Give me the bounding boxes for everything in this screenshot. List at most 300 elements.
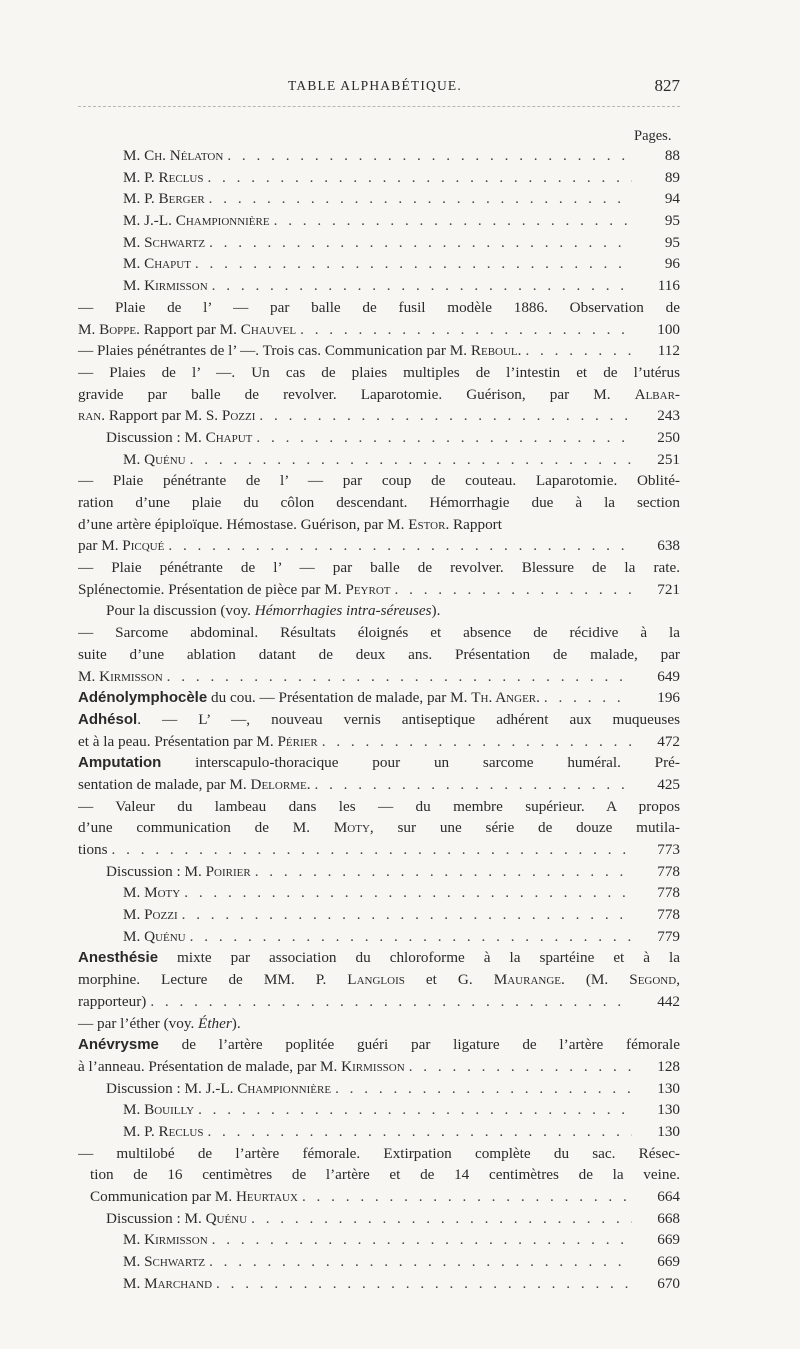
entry-text: du cou. — Présentation de malade, par M. <box>207 689 472 707</box>
author-name: Peyrot <box>345 580 391 598</box>
index-line <box>78 991 680 1013</box>
page-reference: 649 <box>657 667 680 685</box>
author-name: Moty <box>333 819 370 837</box>
page-reference: 442 <box>657 992 680 1010</box>
entry-text: M. <box>78 667 100 685</box>
header-rule <box>78 106 680 107</box>
page-reference: 670 <box>657 1274 680 1292</box>
index-line <box>78 210 680 232</box>
page-reference: 669 <box>657 1253 680 1271</box>
entry-text-group <box>78 1145 680 1162</box>
index-line <box>78 796 680 818</box>
entry-text-group <box>78 364 680 381</box>
entry-text-group <box>123 1273 212 1295</box>
running-title: TABLE ALPHABÉTIQUE. <box>288 78 462 93</box>
entry-text: M. <box>123 147 145 164</box>
leader-row <box>78 839 680 861</box>
author-name: Kirmisson <box>144 1231 208 1249</box>
page-reference: 778 <box>657 906 680 924</box>
leader-row <box>106 427 680 449</box>
entry-text-group <box>78 1015 241 1032</box>
entry-text: Hémorrhagies intra-séreuses <box>254 602 432 620</box>
leader-row <box>78 405 680 427</box>
dot-leader <box>207 1121 632 1143</box>
author-name: Marchand <box>144 1274 213 1292</box>
entry-text: — Plaie pénétrante de l’ — par coup de couteau. Laparotomie. Oblité- <box>78 472 680 490</box>
page-reference: 425 <box>657 775 680 793</box>
leader-row <box>106 1078 680 1100</box>
index-line <box>78 319 680 341</box>
author-name: Segond <box>629 971 677 989</box>
leader-row <box>78 731 680 753</box>
entry-text: M. <box>123 884 145 902</box>
dot-leader <box>300 319 632 341</box>
entry-text-group <box>78 646 680 663</box>
entry-text: M. <box>123 1253 145 1271</box>
index-line <box>78 340 680 362</box>
entry-text: tion de 16 centimètres de l’artère et de 14 centimètres de la veine. <box>90 1166 680 1184</box>
index-line <box>78 362 680 384</box>
entry-text-group <box>123 188 205 210</box>
author-name: Périer <box>277 732 318 750</box>
entry-text: . Rapport par M. <box>136 320 241 338</box>
page-reference: 96 <box>664 255 680 273</box>
entry-text-group <box>106 1078 331 1100</box>
entry-text-group <box>123 882 180 904</box>
author-name: Kirmisson <box>341 1057 405 1075</box>
dot-leader <box>322 731 632 753</box>
entry-text-group <box>123 449 186 471</box>
entry-text-group <box>78 559 680 576</box>
dot-leader <box>409 1056 632 1078</box>
leader-row <box>106 1208 680 1230</box>
leader-row <box>78 319 680 341</box>
entry-text: mixte par association du chloroforme à la spartéine et à la <box>158 949 680 967</box>
entry-text-group <box>78 971 680 988</box>
entry-text-group <box>78 299 680 316</box>
entry-text-group <box>78 319 296 341</box>
leader-row <box>123 926 680 948</box>
entry-text-group <box>90 1166 680 1183</box>
entry-text-group <box>78 386 680 403</box>
dot-leader <box>395 579 632 601</box>
entry-text-group <box>78 666 163 688</box>
author-name: Maurange <box>493 971 561 989</box>
author-name: Chaput <box>144 255 191 273</box>
entry-text-group <box>123 145 223 167</box>
entry-text-group <box>78 687 540 709</box>
index-line <box>78 731 680 753</box>
leader-row <box>78 1056 680 1078</box>
dot-leader <box>216 1273 632 1295</box>
entry-text: et à la peau. Présentation par M. <box>78 732 278 750</box>
dot-leader <box>184 882 632 904</box>
entry-text: gravide par balle de revolver. Laparotomie. Guérison, par M. <box>78 385 635 403</box>
page-reference: 196 <box>657 689 680 707</box>
entry-text: ). <box>431 602 441 620</box>
index-line <box>78 947 680 969</box>
author-name: Quénu <box>205 1209 248 1227</box>
page-reference: 251 <box>657 450 680 468</box>
entry-text: Discussion : M. J.-L. <box>106 1079 238 1097</box>
leader-row <box>123 232 680 254</box>
author-name: Quénu <box>144 927 186 945</box>
index-line <box>78 882 680 904</box>
entry-text-group <box>123 275 208 297</box>
page-reference: 721 <box>657 580 680 598</box>
index-line <box>78 1164 680 1186</box>
dot-leader <box>207 167 632 189</box>
page-reference: 778 <box>657 862 680 880</box>
author-name: Reclus <box>158 168 204 186</box>
index-line <box>78 145 680 167</box>
page-reference: 95 <box>664 212 680 230</box>
author-name: Championnière <box>237 1079 332 1097</box>
entry-text: d’une communication de M. <box>78 819 334 837</box>
index-line <box>78 1099 680 1121</box>
author-name: Chaput <box>205 428 253 446</box>
dot-leader <box>112 839 632 861</box>
author-name: Chauvel <box>240 320 297 338</box>
entry-text: M. P. <box>123 190 159 208</box>
dot-leader <box>209 188 632 210</box>
index-line <box>78 1251 680 1273</box>
page-reference: 250 <box>657 428 680 446</box>
entry-text-group <box>123 167 203 189</box>
index-line <box>78 470 680 492</box>
leader-row <box>123 1273 680 1295</box>
index-entries <box>78 145 680 1294</box>
page-reference: 130 <box>657 1122 680 1140</box>
page-reference: 89 <box>664 168 680 186</box>
leader-row <box>78 666 680 688</box>
leader-row <box>78 991 680 1013</box>
index-line <box>78 644 680 666</box>
index-line <box>78 774 680 796</box>
entry-text-group <box>78 839 108 861</box>
dot-leader <box>259 405 632 427</box>
entry-text: — Plaie pénétrante de l’ — par balle de revolver. Blessure de la rate. <box>78 559 680 577</box>
entry-text-group <box>123 253 191 275</box>
index-line <box>78 687 680 709</box>
index-line <box>78 1078 680 1100</box>
entry-text: , <box>676 971 680 989</box>
author-name: Schwartz <box>144 233 206 251</box>
entry-text: Discussion : M. <box>106 862 206 880</box>
author-name: Pozzi <box>144 906 178 924</box>
leader-row <box>123 275 680 297</box>
entry-text-group <box>106 427 252 449</box>
entry-text-group <box>123 210 270 232</box>
entry-text-group <box>123 1229 208 1251</box>
entry-text: — Sarcome abdominal. Résultats éloignés et absence de récidive à la <box>78 624 680 642</box>
author-name: Heurtaux <box>235 1188 298 1205</box>
entry-text: . Rapport <box>445 515 502 533</box>
page-reference: 95 <box>664 233 680 251</box>
entry-text: Discussion : M. <box>106 1209 206 1227</box>
index-line <box>78 1121 680 1143</box>
page-reference: 243 <box>657 407 680 425</box>
dot-leader <box>212 1229 632 1251</box>
dot-leader <box>302 1186 632 1208</box>
leader-row <box>123 253 680 275</box>
entry-heading: Anesthésie <box>78 949 159 967</box>
entry-text: sentation de malade, par M. <box>78 775 251 793</box>
page-reference: 664 <box>657 1188 680 1205</box>
author-name: Kirmisson <box>144 277 208 295</box>
pages-column-label: Pages. <box>634 128 672 144</box>
index-line <box>78 709 680 731</box>
author-name: Estor <box>408 515 446 533</box>
entry-text: et G. <box>404 971 494 989</box>
entry-text-group <box>123 926 186 948</box>
entry-text-group <box>78 991 146 1013</box>
page-reference: 130 <box>657 1079 680 1097</box>
page-reference: 773 <box>657 841 680 858</box>
leader-row <box>123 145 680 167</box>
author-name: Ch. Nélaton <box>144 147 224 164</box>
entry-text: , sur une série de douze mutila- <box>369 819 680 837</box>
entry-text-group <box>78 819 680 836</box>
entry-text: par M. <box>78 537 123 555</box>
entry-text: M. <box>123 450 145 468</box>
dot-leader <box>150 991 632 1013</box>
index-line <box>78 297 680 319</box>
index-line <box>78 1034 680 1056</box>
index-line <box>78 1229 680 1251</box>
index-line <box>78 405 680 427</box>
entry-text: M. P. <box>123 1122 159 1140</box>
entry-text-group <box>123 1121 203 1143</box>
author-name: Albar- <box>634 385 680 403</box>
leader-row <box>123 1099 680 1121</box>
entry-text-group <box>106 1208 247 1230</box>
index-line <box>78 514 680 536</box>
dot-leader <box>251 1208 632 1230</box>
entry-text: Communication par M. <box>90 1188 236 1205</box>
leader-row <box>123 1251 680 1273</box>
entry-text-group <box>78 731 318 753</box>
page-reference: 669 <box>657 1231 680 1249</box>
dot-leader <box>255 861 632 883</box>
index-line <box>78 535 680 557</box>
index-line <box>78 666 680 688</box>
page-reference: 472 <box>657 732 680 750</box>
entry-text: . (M. <box>561 971 630 989</box>
author-name: Quénu <box>144 450 186 468</box>
entry-text: — Valeur du lambeau dans les — du membre supérieur. A propos <box>78 797 680 815</box>
dot-leader <box>335 1078 632 1100</box>
leader-row <box>123 1121 680 1143</box>
index-line <box>78 579 680 601</box>
leader-row <box>78 687 680 709</box>
entry-text: M. <box>123 1274 145 1292</box>
dot-leader <box>314 774 632 796</box>
entry-text: de l’artère poplitée guéri par ligature de l’artère fémorale <box>158 1036 680 1054</box>
dot-leader <box>167 666 632 688</box>
entry-text: M. P. <box>123 168 159 186</box>
entry-text-group <box>78 624 680 641</box>
leader-row <box>78 535 680 557</box>
entry-text-group <box>106 602 440 619</box>
entry-text: M. <box>78 320 100 338</box>
entry-text-group <box>123 1251 205 1273</box>
entry-text-group <box>78 579 391 601</box>
dot-leader <box>209 232 632 254</box>
page-reference: 638 <box>657 537 680 555</box>
entry-heading: Adénolymphocèle <box>78 689 208 707</box>
dot-leader <box>198 1099 632 1121</box>
entry-text-group <box>78 535 164 557</box>
entry-text: . <box>306 775 311 793</box>
index-line <box>78 449 680 471</box>
entry-text-group <box>78 949 680 966</box>
leader-row <box>123 188 680 210</box>
dot-leader <box>212 275 632 297</box>
index-line <box>78 1143 680 1165</box>
index-line <box>78 384 680 406</box>
dot-leader <box>190 926 632 948</box>
entry-text: — Plaies de l’ —. Un cas de plaies multiples de l’intestin et de l’utérus <box>78 363 680 381</box>
page-reference: 100 <box>657 320 680 338</box>
index-line <box>78 188 680 210</box>
leader-row <box>123 449 680 471</box>
dot-leader <box>168 535 632 557</box>
entry-text: Éther <box>198 1014 232 1032</box>
entry-text-group <box>90 1186 298 1208</box>
page-reference: 779 <box>657 927 680 945</box>
page-reference: 112 <box>657 342 680 360</box>
index-line <box>78 622 680 644</box>
entry-text: M. <box>123 1231 145 1249</box>
author-name: Pozzi <box>221 407 256 425</box>
entry-text-group <box>106 861 251 883</box>
index-line <box>78 232 680 254</box>
index-line <box>78 817 680 839</box>
entry-heading: Adhésol <box>78 710 138 728</box>
entry-text-group <box>78 711 680 728</box>
page-reference: 778 <box>657 884 680 902</box>
author-name: Schwartz <box>144 1253 206 1271</box>
index-line <box>78 600 680 622</box>
leader-row <box>90 1186 680 1208</box>
index-line <box>78 492 680 514</box>
entry-text: . <box>517 342 522 360</box>
entry-text-group <box>123 232 205 254</box>
author-name: Moty <box>144 884 181 902</box>
entry-text: Discussion : M. <box>106 428 206 446</box>
entry-text-group <box>78 516 502 533</box>
entry-text-group <box>78 494 680 511</box>
page-number: 827 <box>654 76 680 95</box>
entry-text: Splénectomie. Présentation de pièce par M. <box>78 580 346 598</box>
leader-row <box>106 861 680 883</box>
author-name: Reclus <box>158 1122 204 1140</box>
page-reference: 128 <box>657 1057 680 1075</box>
entry-text-group <box>123 1099 194 1121</box>
author-name: Championnière <box>175 212 270 230</box>
entry-text: . — L’ —, nouveau vernis antiseptique adhérent aux muqueuses <box>137 710 680 728</box>
author-name: Berger <box>158 190 205 208</box>
dot-leader <box>274 210 632 232</box>
leader-row <box>123 1229 680 1251</box>
entry-text: M. <box>123 1101 145 1119</box>
author-name: Boppe <box>99 320 137 338</box>
dot-leader <box>227 145 632 167</box>
index-line <box>78 427 680 449</box>
entry-text: morphine. Lecture de MM. P. <box>78 971 348 989</box>
entry-text: . Rapport par M. S. <box>101 407 222 425</box>
dot-leader <box>544 687 632 709</box>
index-line <box>78 839 680 861</box>
author-name: Poirier <box>205 862 251 880</box>
author-name: Kirmisson <box>99 667 163 685</box>
page-reference: 130 <box>657 1101 680 1119</box>
entry-text-group <box>78 1056 405 1078</box>
entry-text: ration d’une plaie du côlon descendant. Hémorrhagie due à la section <box>78 494 680 511</box>
entry-text: M. <box>123 233 145 251</box>
page-header <box>78 76 680 98</box>
index-line <box>78 1186 680 1208</box>
entry-text: . <box>536 689 540 707</box>
entry-text-group <box>78 798 680 815</box>
entry-text: — multilobé de l’artère fémorale. Extirpation complète du sac. Résec- <box>78 1144 680 1162</box>
entry-text: interscapulo-thoracique pour un sarcome huméral. Pré- <box>161 754 680 772</box>
leader-row <box>78 340 680 362</box>
entry-heading: Anévrysme <box>78 1036 159 1054</box>
entry-text: M. J.-L. <box>123 212 176 230</box>
leader-row <box>78 579 680 601</box>
entry-text-group <box>123 904 178 926</box>
dot-leader <box>182 904 632 926</box>
dot-leader <box>195 253 632 275</box>
page-reference: 88 <box>664 147 680 164</box>
leader-row <box>123 167 680 189</box>
page-reference: 668 <box>657 1209 680 1227</box>
entry-text: M. <box>123 255 145 273</box>
index-line <box>78 904 680 926</box>
dot-leader <box>190 449 632 471</box>
entry-text-group <box>78 472 680 489</box>
author-name: Delorme <box>250 775 307 793</box>
author-name: Bouilly <box>144 1101 195 1119</box>
author-name: Langlois <box>347 971 405 989</box>
entry-text: M. <box>123 277 145 295</box>
index-line <box>78 969 680 991</box>
entry-text: suite d’une ablation datant de deux ans. Présentation de malade, par <box>78 645 680 663</box>
index-line <box>78 1273 680 1295</box>
index-line <box>78 253 680 275</box>
author-name: Picqué <box>122 537 165 555</box>
dot-leader <box>209 1251 632 1273</box>
entry-text: rapporteur) <box>78 992 147 1010</box>
index-line <box>78 752 680 774</box>
author-name: Th. Anger <box>471 689 537 707</box>
index-line <box>78 861 680 883</box>
index-line <box>78 1056 680 1078</box>
page-reference: 116 <box>657 277 680 295</box>
leader-row <box>123 210 680 232</box>
entry-text-group <box>78 1036 680 1053</box>
leader-row <box>123 904 680 926</box>
entry-text: M. <box>123 927 145 945</box>
leader-row <box>123 882 680 904</box>
entry-text-group <box>78 754 680 771</box>
index-line <box>78 167 680 189</box>
index-line <box>78 275 680 297</box>
dot-leader <box>525 340 632 362</box>
entry-text: — par l’éther (voy. <box>78 1014 199 1032</box>
